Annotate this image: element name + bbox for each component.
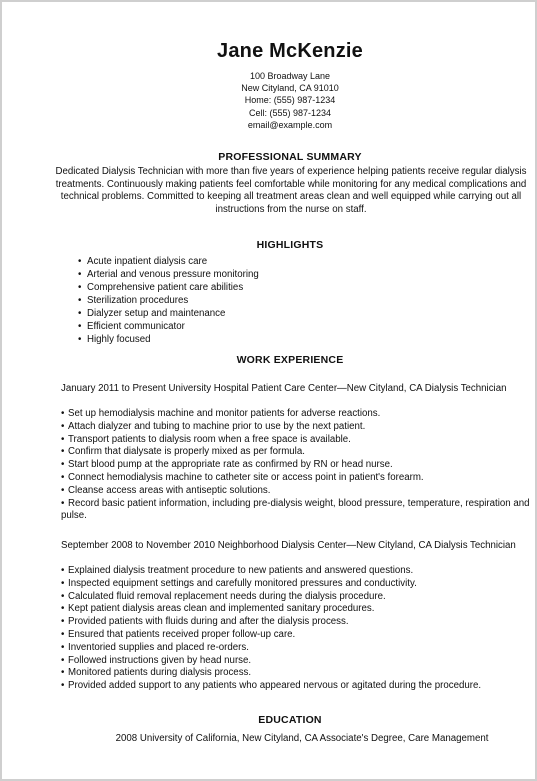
- job-header: September 2008 to November 2010 Neighborhood Dialysis Center—New Cityland, CA Dialysis Technician: [61, 540, 516, 551]
- job-bullets: [61, 565, 535, 693]
- highlight-item: • Efficient communicator: [78, 320, 378, 333]
- job-bullet: • Provided patients with fluids during and after the dialysis process.: [61, 616, 535, 629]
- job-bullet: • Explained dialysis treatment procedure to new patients and answered questions.: [61, 565, 535, 578]
- summary-text: Dedicated Dialysis Technician with more than five years of experience helping patients receive regular dialysis treatments. Continuously making patients feel comfortable while monitoring for any medical complications and technical problems. Committed to keeping all treatment areas clean and well equipped while carrying out all instructions from the nurse on staff.: [55, 166, 527, 216]
- candidate-name: Jane McKenzie: [217, 40, 363, 62]
- job-bullet: • Provided added support to any patients who appeared nervous or agitated during the procedure.: [61, 680, 535, 693]
- summary-heading: PROFESSIONAL SUMMARY: [218, 151, 362, 163]
- highlights-heading: HIGHLIGHTS: [256, 239, 324, 251]
- job-bullet: • Confirm that dialysate is properly mixed as per formula.: [61, 446, 535, 459]
- highlight-item: • Arterial and venous pressure monitoring: [78, 268, 378, 281]
- job-bullet: • Start blood pump at the appropriate rate as confirmed by RN or head nurse.: [61, 459, 535, 472]
- job-bullet: • Record basic patient information, including pre-dialysis weight, blood pressure, temperature, respiration and pulse.: [61, 498, 535, 524]
- highlight-item: • Highly focused: [78, 333, 378, 346]
- job-bullet: • Inspected equipment settings and carefully monitored pressures and conductivity.: [61, 578, 535, 591]
- highlight-item: • Sterilization procedures: [78, 294, 378, 307]
- job-bullets: [61, 408, 535, 523]
- education-entry: 2008 University of California, New Cityland, CA Associate's Degree, Care Management: [115, 733, 489, 744]
- email: email@example.com: [247, 119, 333, 130]
- cell-phone: Cell: (555) 987-1234: [248, 107, 332, 118]
- highlight-item: • Comprehensive patient care abilities: [78, 281, 378, 294]
- city-line: New Cityland, CA 91010: [241, 83, 339, 94]
- job-bullet: • Followed instructions given by head nurse.: [61, 655, 535, 668]
- job-bullet: • Calculated fluid removal replacement needs during the dialysis procedure.: [61, 591, 535, 604]
- job-bullet: • Monitored patients during dialysis process.: [61, 667, 535, 680]
- contact-block: [0, 70, 537, 131]
- job-bullet: • Inventoried supplies and placed re-orders.: [61, 642, 535, 655]
- highlights-list: [78, 255, 378, 346]
- job-bullet: • Set up hemodialysis machine and monitor patients for adverse reactions.: [61, 408, 535, 421]
- job-bullet: • Kept patient dialysis areas clean and implemented sanitary procedures.: [61, 603, 535, 616]
- education-heading: EDUCATION: [258, 714, 322, 726]
- job-bullet: • Cleanse access areas with antiseptic solutions.: [61, 485, 535, 498]
- job-bullet: • Connect hemodialysis machine to catheter site or access point in patient's forearm.: [61, 472, 535, 485]
- home-phone: Home: (555) 987-1234: [244, 95, 336, 106]
- highlight-item: • Dialyzer setup and maintenance: [78, 307, 378, 320]
- job-bullet: • Attach dialyzer and tubing to machine prior to use by the next patient.: [61, 421, 535, 434]
- job-bullet: • Ensured that patients received proper follow-up care.: [61, 629, 535, 642]
- experience-heading: WORK EXPERIENCE: [236, 354, 344, 366]
- address-line: 100 Broadway Lane: [249, 71, 331, 81]
- job-bullet: • Transport patients to dialysis room when a free space is available.: [61, 434, 535, 447]
- job-header: January 2011 to Present University Hospital Patient Care Center—New Cityland, CA Dialysis Technician: [61, 383, 507, 394]
- highlight-item: • Acute inpatient dialysis care: [78, 255, 378, 268]
